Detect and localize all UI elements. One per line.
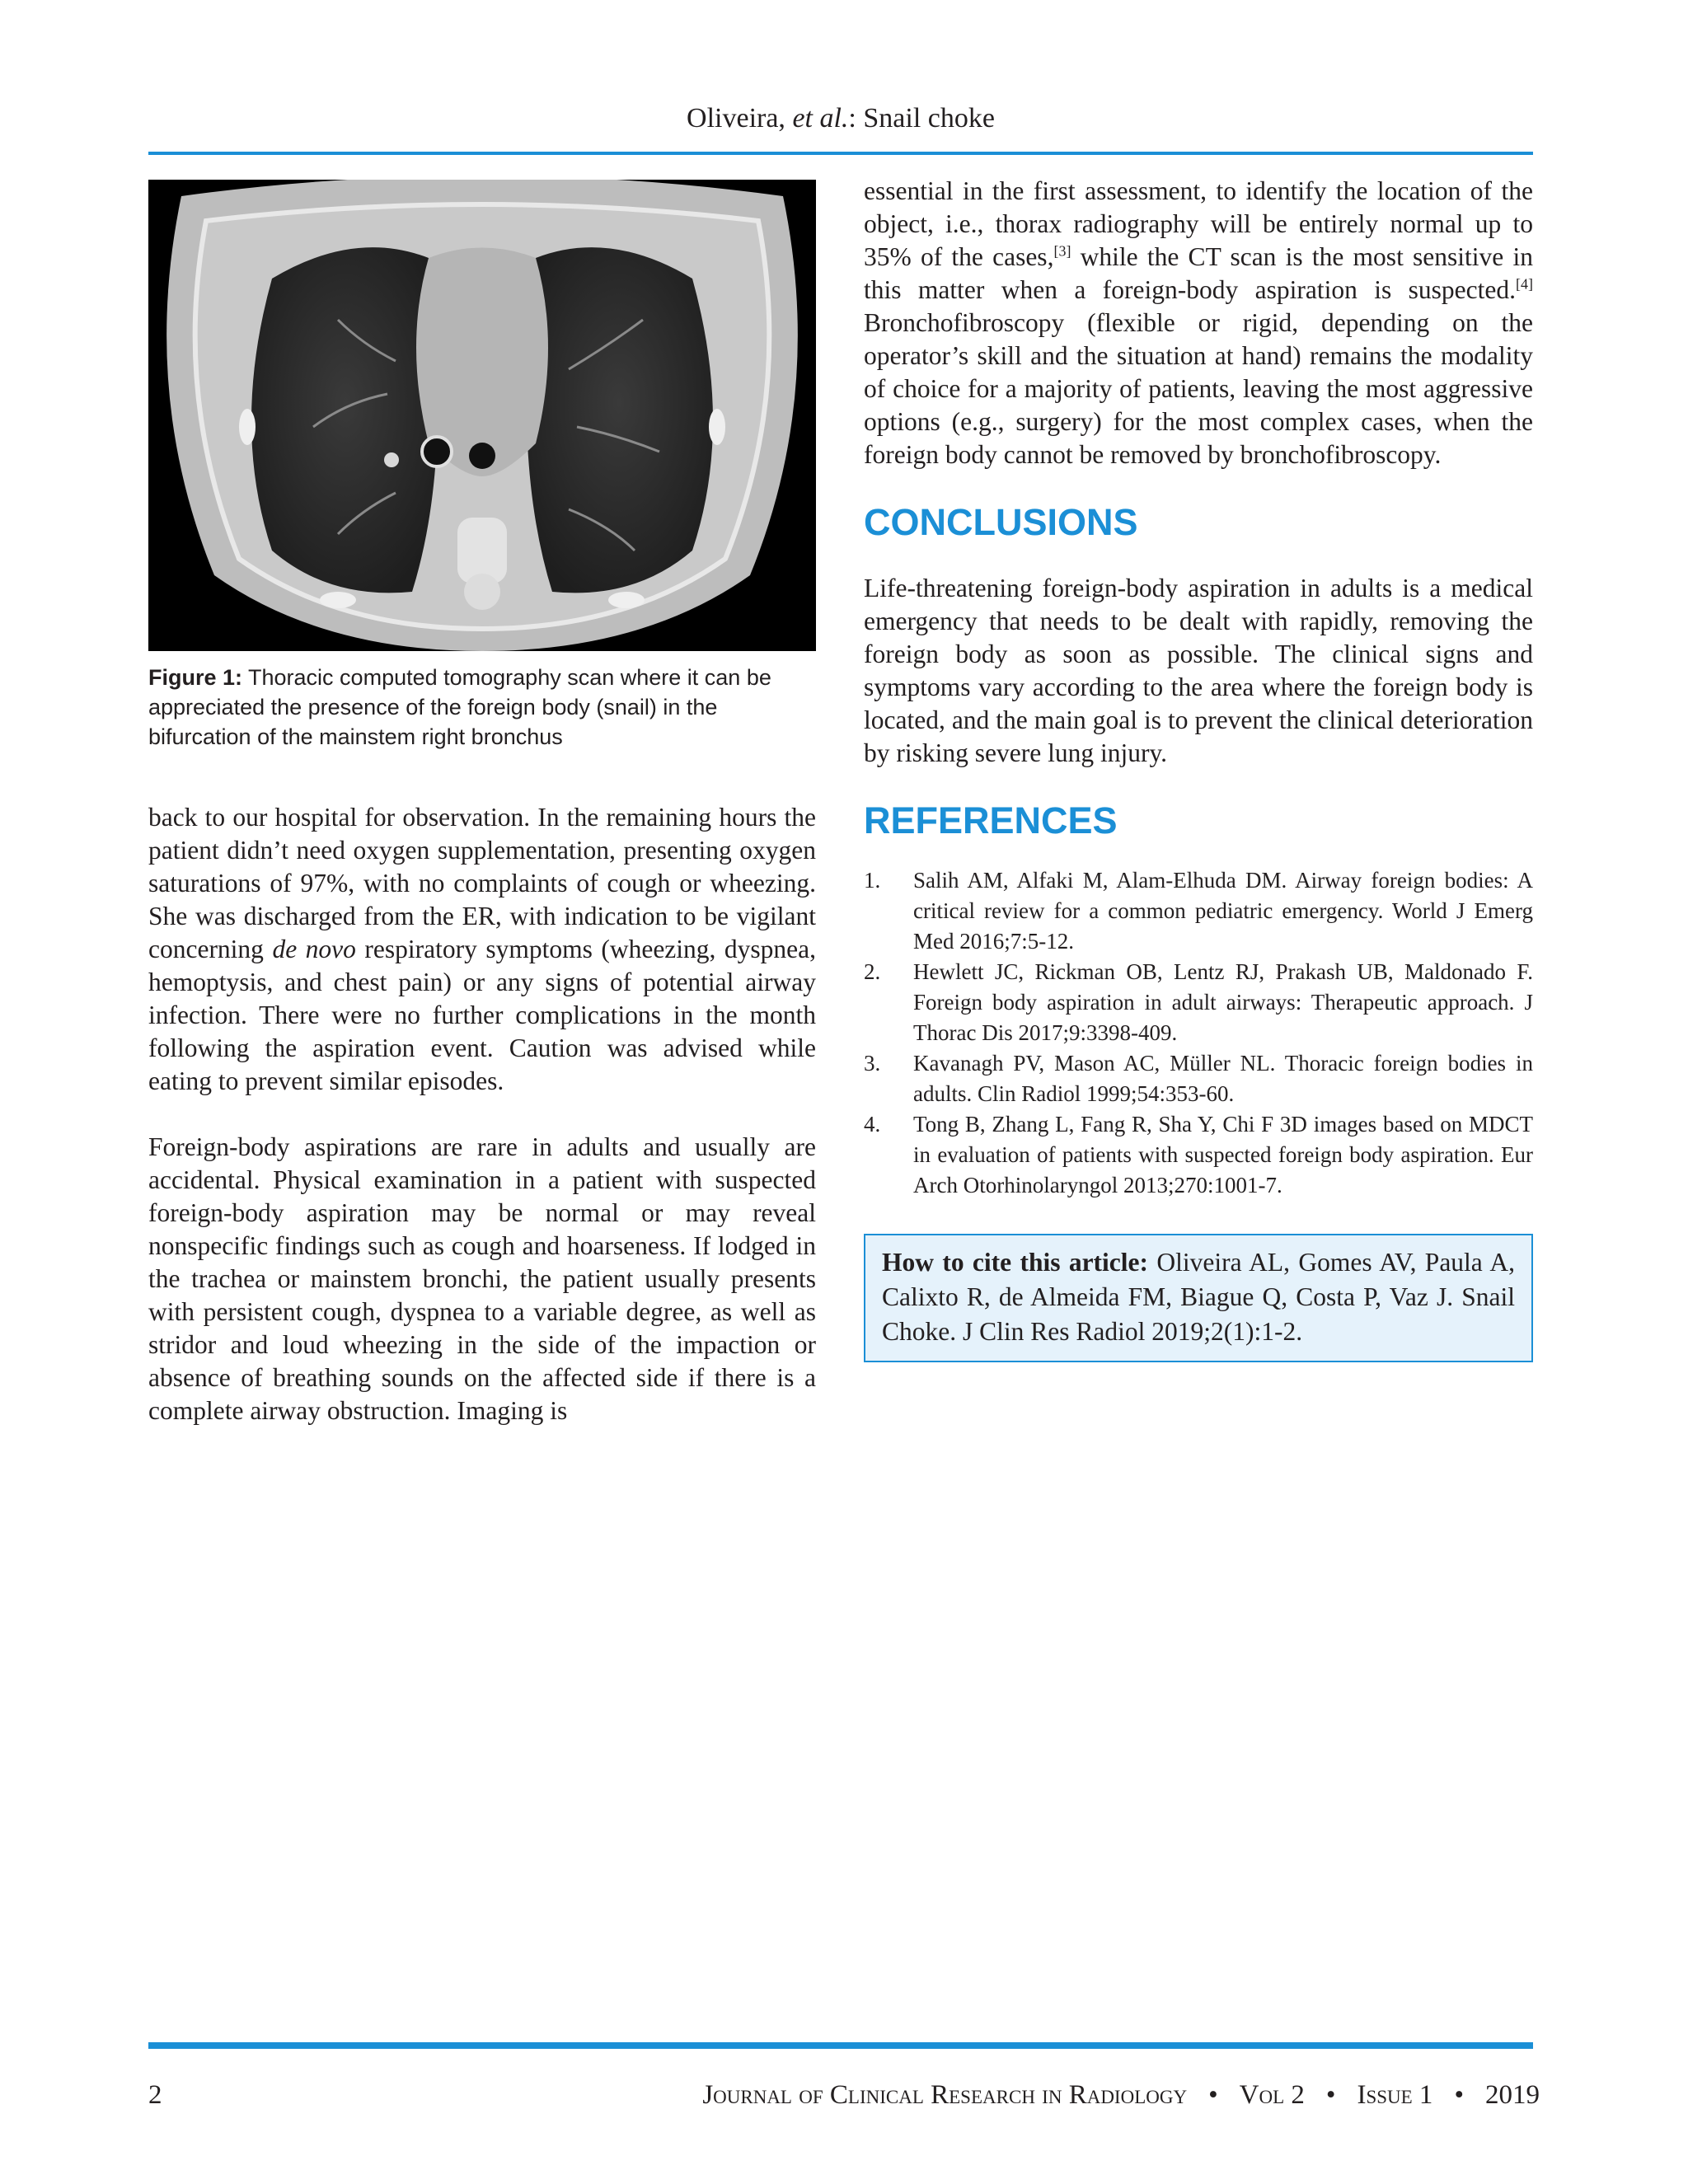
reference-item (864, 1109, 1533, 1201)
reference-number: 1. (864, 868, 881, 893)
header-rule (148, 152, 1533, 155)
figure-caption (148, 663, 816, 752)
conclusions-heading: CONCLUSIONS (864, 501, 1138, 543)
body-paragraph (148, 801, 816, 1098)
header-title: : Snail choke (848, 103, 995, 134)
journal-footer (702, 2079, 1540, 2111)
ct-scan-image (148, 180, 816, 651)
body-paragraph: Foreign-body aspirations are rare in adults and usually are accidental. Physical examination in a patient with suspected foreign-body aspiration may be normal or may reveal nonspecific findings such as cough and hoarseness. If lodged in the trachea or mainstem bronchi, the patient usually presents with persistent cough, dyspnea to a variable degree, as well as stridor and loud wheezing in the side of the impaction or absence of breathing sounds on the affected side if there is a complete airway obstruction. Imaging is (148, 1132, 816, 1425)
reference-item (864, 865, 1533, 957)
cite-label: How to cite this article: (882, 1248, 1149, 1277)
body-text: respiratory symptoms (wheezing, dyspnea, hemoptysis, and chest pain) or any signs of potential airway infection. There were no further complications in the month following the aspiration event. Caution was advised while eating to prevent similar episodes. (148, 935, 817, 1095)
body-paragraph (864, 175, 1533, 471)
journal-volume: Vol 2 (1239, 2080, 1305, 2110)
body-text: Bronchofibroscopy (flexible or rigid, depending on the operator’s skill and the situation at hand) remains the modality of choice for a majority of patients, leaving the most aggressive options (e.g., surgery) for the most complex cases, when the foreign body cannot be removed by bronchofibroscopy. (864, 308, 1533, 469)
cite-text: Oliveira AL, Gomes AV, Paula A, Calixto R, de Almeida FM, Biague Q, Costa P, Vaz J. Snail Choke. J Clin Res Radiol 2019;2(1):1-2. (882, 1248, 1516, 1346)
footer-separator: • (1454, 2080, 1464, 2110)
reference-number: 4. (864, 1112, 881, 1137)
reference-number: 3. (864, 1051, 881, 1076)
header-author: Oliveira, (687, 103, 793, 134)
footer-separator: • (1325, 2080, 1336, 2110)
body-text: back to our hospital for observation. In the remaining hours the patient didn’t need oxygen supplementation, presenting oxygen saturations of 97%, with no complaints of cough or wheezing. She was discharged from the ER, with indication to be vigilant concerning (148, 803, 816, 963)
body-italic: de novo (272, 935, 356, 963)
reference-item (864, 957, 1533, 1048)
journal-issue: Issue 1 (1357, 2080, 1433, 2110)
references-heading: REFERENCES (864, 799, 1118, 841)
reference-text: Tong B, Zhang L, Fang R, Sha Y, Chi F 3D images based on MDCT in evaluation of patients with suspected foreign body aspiration. Eur Arch Otorhinolaryngol 2013;270:1001-7. (913, 1112, 1533, 1197)
reference-text: Kavanagh PV, Mason AC, Müller NL. Thoracic foreign bodies in adults. Clin Radiol 1999;54:353-60. (913, 1051, 1533, 1106)
how-to-cite-box (864, 1234, 1533, 1362)
figure-caption-text: Thoracic computed tomography scan where it can be appreciated the presence of the foreign body (snail) in the bifurcation of the mainstem right bronchus (148, 665, 771, 749)
reference-item (864, 1048, 1533, 1109)
journal-year: 2019 (1485, 2080, 1540, 2110)
reference-text: Salih AM, Alfaki M, Alam-Elhuda DM. Airway foreign bodies: A critical review for a common pediatric emergency. World J Emerg Med 2016;7:5-12. (913, 868, 1533, 954)
header-etal: et al. (792, 103, 849, 134)
footer-rule (148, 2042, 1533, 2049)
conclusions-paragraph: Life-threatening foreign-body aspiration in adults is a medical emergency that needs to be dealt with rapidly, removing the foreign body as soon as possible. The clinical signs and symptoms vary according to the area where the foreign body is located, and the main goal is to prevent the clinical deterioration by risking severe lung injury. (864, 574, 1533, 767)
footer-separator: • (1208, 2080, 1218, 2110)
reference-list (864, 865, 1533, 1201)
running-header (148, 102, 1533, 135)
citation-superscript: [3] (1053, 242, 1071, 260)
body-text: while the CT scan is the most sensitive in this matter when a foreign-body aspiration is suspected. (864, 242, 1533, 304)
reference-number: 2. (864, 959, 881, 984)
left-column (148, 180, 816, 1427)
page-number: 2 (148, 2080, 162, 2110)
journal-name: Journal of Clinical Research in Radiology (702, 2080, 1188, 2110)
body-text: essential in the first assessment, to identify the location of the object, i.e., thorax radiography will be entirely normal up to 35% of the cases, (864, 176, 1533, 271)
citation-superscript: [4] (1516, 275, 1533, 293)
figure-label: Figure 1: (148, 665, 243, 690)
reference-text: Hewlett JC, Rickman OB, Lentz RJ, Prakash UB, Maldonado F. Foreign body aspiration in adult airways: Therapeutic approach. J Thorac Dis 2017;9:3398-409. (913, 959, 1533, 1045)
right-column (864, 175, 1533, 1362)
